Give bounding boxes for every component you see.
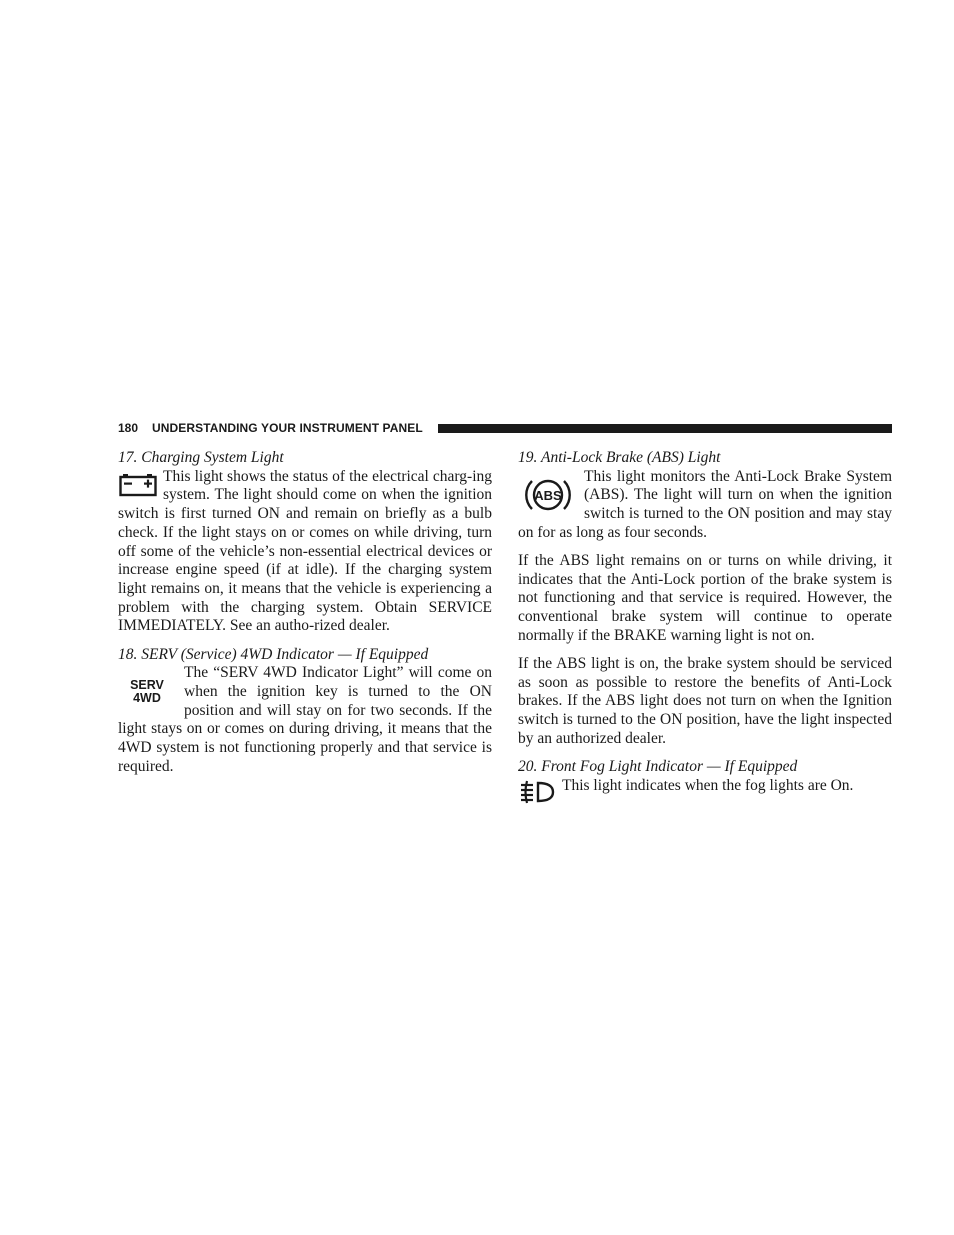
left-column [118, 449, 492, 776]
item-20-heading: 20. Front Fog Light Indicator — If Equipped [518, 758, 798, 776]
item-17-body [118, 468, 492, 636]
item-20-body [518, 777, 892, 796]
item-19-para2: If the ABS light remains on or turns on while driving, it indicates that the Anti-Lock portion of the brake system is not functioning and that service is required. However, the conventional brake system will continue to operate normally if the BRAKE warning light is not on. [518, 552, 892, 644]
abs-icon [518, 474, 578, 516]
page-number: 180 [118, 421, 139, 435]
section-title: UNDERSTANDING YOUR INSTRUMENT PANEL [152, 421, 423, 435]
serv-4wd-icon [118, 670, 176, 714]
item-18-body [118, 664, 492, 776]
abs-icon-label: ABS [534, 487, 562, 503]
item-19-text: This light monitors the Anti-Lock Brake System (ABS). The light will turn on when the ignition switch is turned to the ON position and may stay on for as long as four seconds. [518, 467, 892, 541]
serv-icon-line2: 4WD [133, 691, 161, 706]
header-rule [438, 424, 892, 433]
item-20-text: This light indicates when the fog lights are On. [562, 776, 854, 794]
item-17-heading: 17. Charging System Light [118, 449, 284, 466]
item-18-heading: 18. SERV (Service) 4WD Indicator — If Equipped [118, 645, 429, 663]
serv-icon-line1: SERV [130, 678, 164, 693]
item-19-para3: If the ABS light is on, the brake system should be serviced as soon as possible to restore the benefits of Anti-Lock brakes. If the ABS light does not turn on when the Ignition switch is turned to the ON position, have the light inspected by an authorized dealer. [518, 655, 892, 747]
item-18-text: The “SERV 4WD Indicator Light” will come on when the ignition key is turned to the ON position and will stay on for two seconds. If the light stays on or comes on during driving, it means that the 4WD system is not functioning properly and that service is required. [118, 664, 492, 775]
item-19-heading: 19. Anti-Lock Brake (ABS) Light [518, 449, 721, 466]
item-17-text: This light shows the status of the electrical charg-ing system. The light should come on when the ignition switch is first turned ON and remain on briefly as a bulb check. If the light stays on or comes on while driving, turn off some of the vehicle’s non-essential electrical devices or increase engine speed (if at idle). If the charging system light remains on, it means that the vehicle is experiencing a problem with the charging system. Obtain SERVICE IMMEDIATELY. See an autho-rized dealer. [118, 467, 492, 635]
fog-light-icon [518, 779, 556, 805]
battery-icon [118, 471, 158, 499]
page-header [118, 420, 892, 436]
item-19-body [518, 468, 892, 543]
right-column [518, 449, 892, 805]
